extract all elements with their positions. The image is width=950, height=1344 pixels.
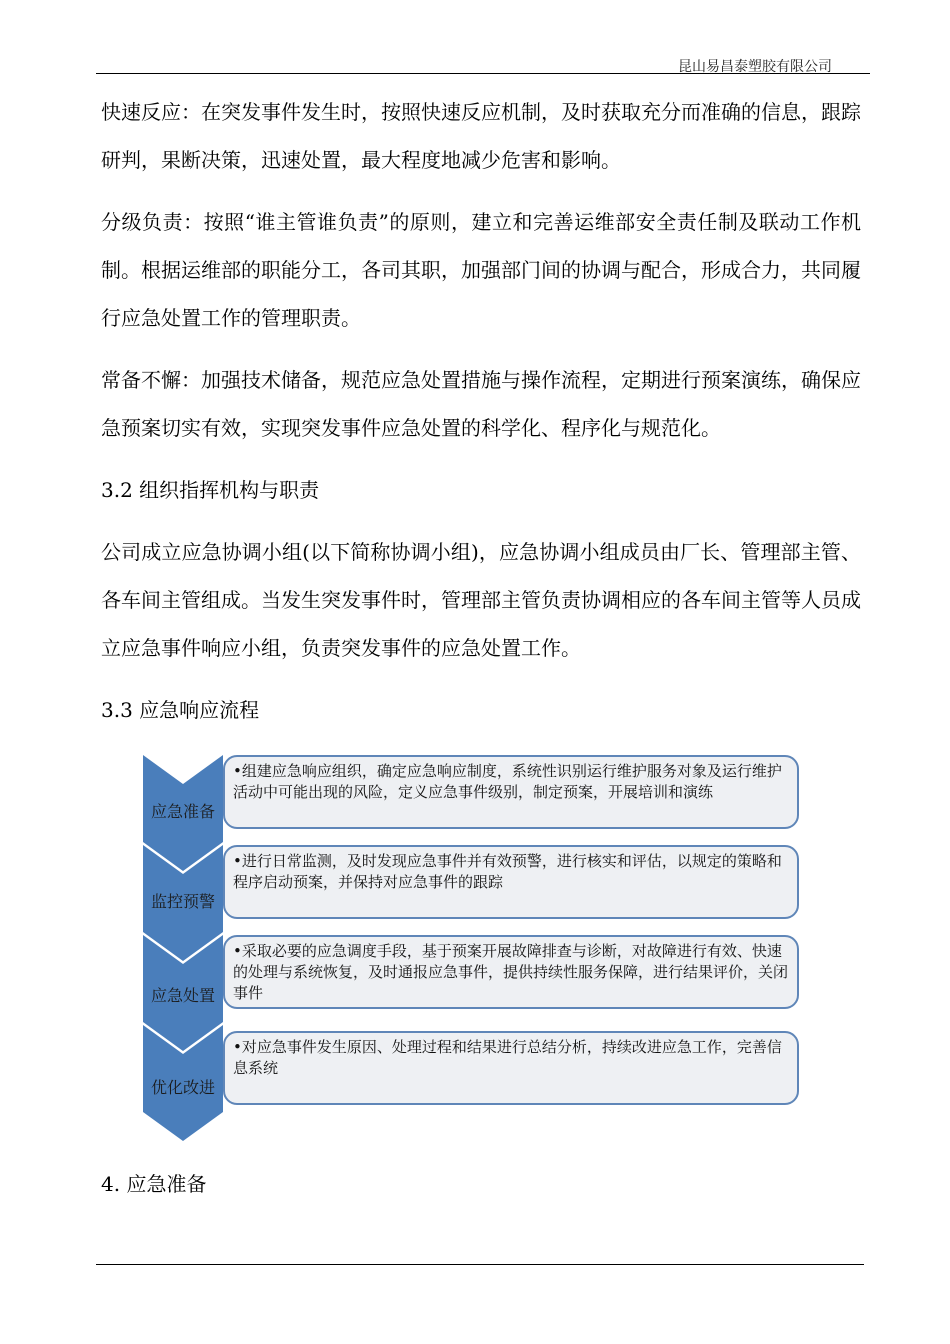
- flow-step-box: •对应急事件发生原因、处理过程和结果进行总结分析，持续改进应急工作，完善信息系统: [223, 1031, 799, 1105]
- paragraph-quick-response: 快速反应：在突发事件发生时，按照快速反应机制，及时获取充分而准确的信息，跟踪研判，果断决策，迅速处置，最大程度地减少危害和影响。: [101, 100, 861, 172]
- flow-step-label: 应急准备: [150, 802, 215, 821]
- flow-step-box: •组建应急响应组织，确定应急响应制度，系统性识别运行维护服务对象及运行维护活动中可能出现的风险，定义应急事件级别，制定预案，开展培训和演练: [223, 755, 799, 829]
- flow-step-label: 优化改进: [150, 1078, 215, 1097]
- flow-step-box: •采取必要的应急调度手段，基于预案开展故障排查与诊断，对故障进行有效、快速的处理与系统恢复，及时通报应急事件，提供持续性服务保障，进行结果评价，关闭事件: [223, 935, 799, 1009]
- emergency-response-flow: [143, 755, 813, 1145]
- paragraph-organization: 公司成立应急协调小组(以下简称协调小组)，应急协调小组成员由厂长、管理部主管、各车间主管组成。当发生突发事件时，管理部主管负责协调相应的各车间主管等人员成立应急事件响应小组，负责突发事件的应急处置工作。: [101, 540, 861, 660]
- flow-step-box: •进行日常监测，及时发现应急事件并有效预警，进行核实和评估，以规定的策略和程序启动预案，并保持对应急事件的跟踪: [223, 845, 799, 919]
- flow-step-label: 监控预警: [150, 892, 215, 911]
- heading-3-3: 3.3 应急响应流程: [101, 698, 260, 722]
- document-body: [101, 88, 861, 748]
- paragraph-always-prepared: 常备不懈：加强技术储备，规范应急处置措施与操作流程，定期进行预案演练，确保应急预案切实有效，实现突发事件应急处置的科学化、程序化与规范化。: [101, 368, 861, 440]
- paragraph-graded-responsibility: 分级负责：按照“谁主管谁负责”的原则，建立和完善运维部安全责任制及联动工作机制。根据运维部的职能分工，各司其职，加强部门间的协调与配合，形成合力，共同履行应急处置工作的管理职责。: [101, 210, 861, 330]
- heading-3-2: 3.2 组织指挥机构与职责: [101, 478, 320, 502]
- footer-divider: [96, 1264, 864, 1265]
- header-divider: [96, 73, 870, 74]
- flow-step-label: 应急处置: [150, 986, 215, 1005]
- heading-4: 4. 应急准备: [101, 1172, 207, 1196]
- header-company-name: 昆山易昌泰塑胶有限公司: [678, 59, 832, 75]
